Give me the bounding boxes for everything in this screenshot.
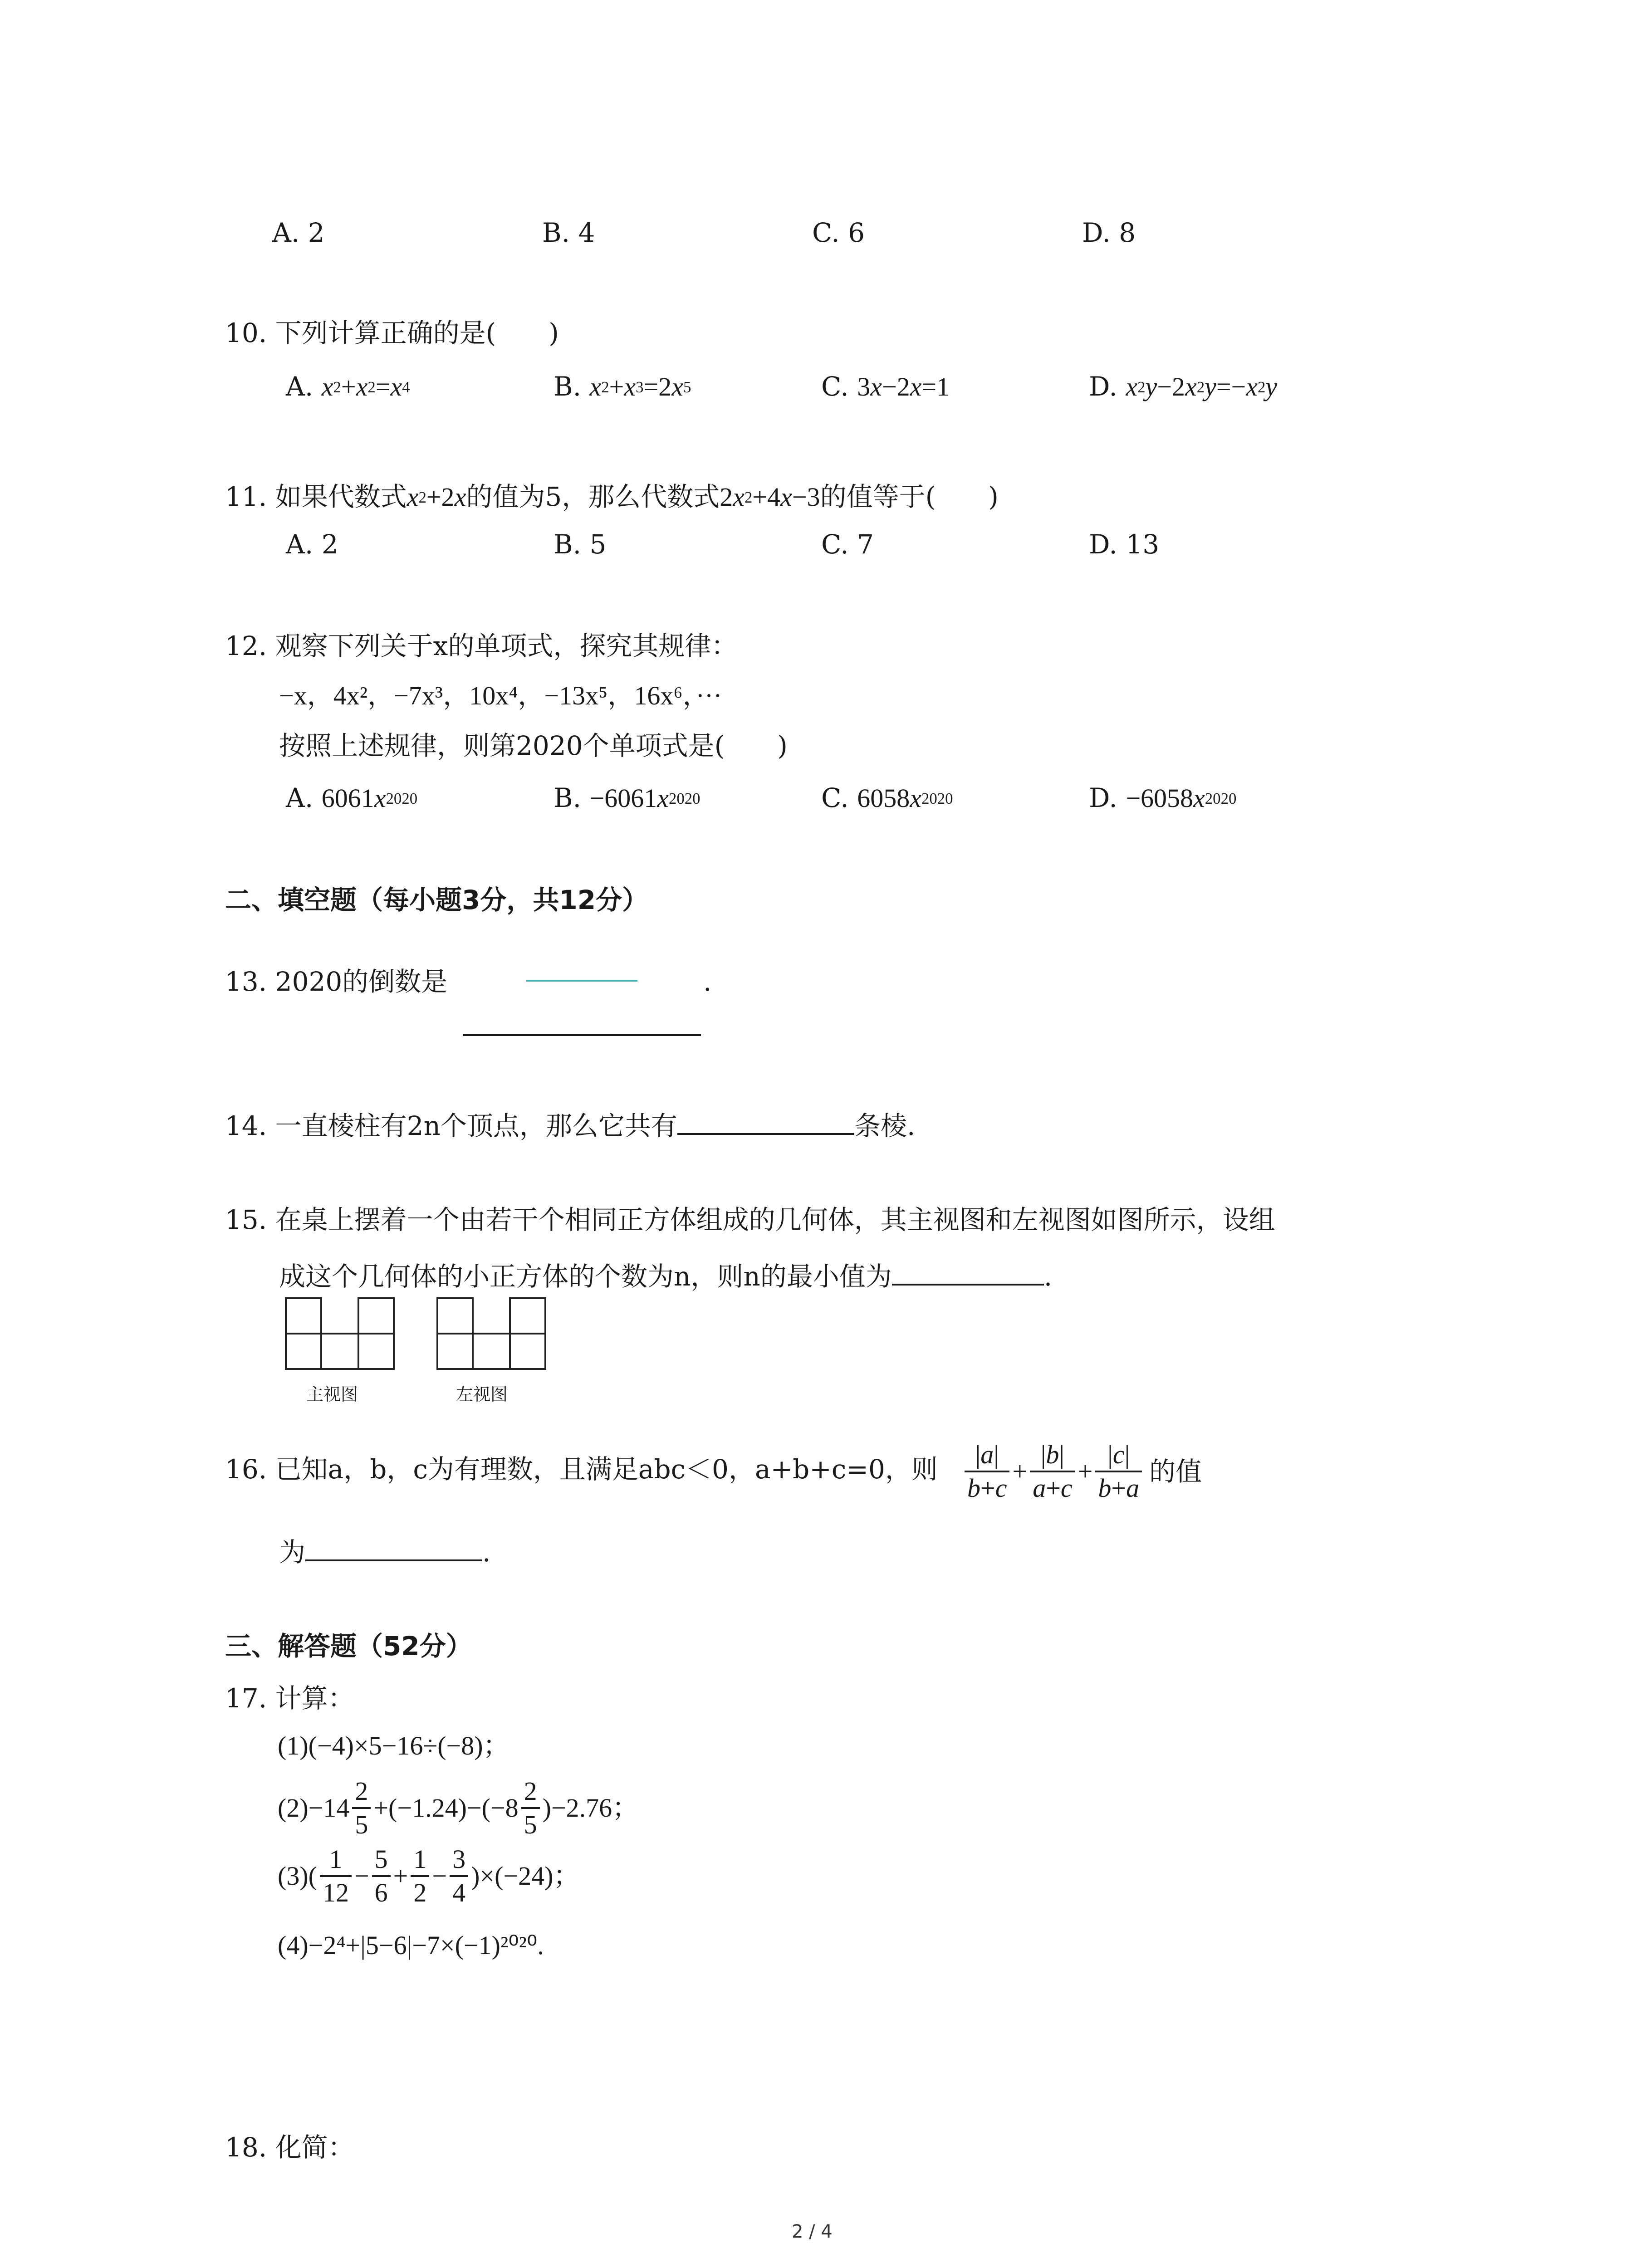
fraction-c: $\frac{|c|}{b+a}$ [1095, 1442, 1142, 1501]
front-view-cell [358, 1297, 395, 1334]
q12-option-b: B. $-6061x^{2020}$ [554, 782, 700, 813]
q9-option-d: D. 8 [1082, 217, 1136, 248]
section3-title: 三、解答题（52分） [225, 1631, 472, 1662]
q10-stem: 10. 下列计算正确的是( ) [225, 318, 559, 348]
q12-option-a: A. $6061x^{2020}$ [286, 782, 418, 813]
q17-stem: 17. 计算： [225, 1683, 354, 1714]
q11-option-a: A. 2 [286, 529, 338, 560]
q15-line2: 成这个几何体的小正方体的个数为n，则n的最小值为 . [279, 1257, 1052, 1290]
q10-option-d: D. $x^2y-2x^2y=-x^2y$ [1089, 371, 1278, 402]
q17-part1: (1)(−4)×5−16÷(−8)； [278, 1731, 509, 1760]
q9-option-b: B. 4 [542, 217, 595, 248]
q16-stem: 16. 已知a，b，c为有理数，且满足abc＜0，a+b+c=0，则 [225, 1454, 938, 1485]
q12-stem: 12. 观察下列关于x的单项式，探究其规律： [225, 631, 738, 661]
section2-title: 二、填空题（每小题3分，共12分） [225, 885, 649, 915]
q14-stem: 14. 一直棱柱有2n个顶点，那么它共有 条棱. [225, 1107, 915, 1139]
q10-option-a: A. $x^2+x^2=x^4$ [286, 371, 410, 402]
left-view-cell [436, 1333, 474, 1370]
q14-answer-blank[interactable] [677, 1107, 854, 1135]
q12-ask: 按照上述规律，则第2020个单项式是( ) [279, 730, 788, 761]
left-view-cell [509, 1297, 546, 1334]
q15-answer-blank[interactable] [892, 1257, 1044, 1286]
q12-option-d: D. $-6058x^{2020}$ [1089, 782, 1237, 813]
q16-expression: $\frac{|a|}{b+c}$ + $\frac{|b|}{a+c}$ + $\frac{|c|}{b+a}$ 的值 [962, 1442, 1202, 1501]
q10-option-b: B. $x^2+x^3=2x^5$ [554, 371, 691, 402]
q11-stem: 11. 如果代数式$x^2+2x$的值为5，那么代数式$2x^2+4x-3$的值等于( ) [225, 481, 999, 512]
front-view-cell [320, 1333, 359, 1370]
q17-part2: (2)−14 $\frac{2}{5}$ +(−1.24)−(−8 $\frac{2}{5}$ )−2.76； [278, 1776, 639, 1839]
front-view-cell [285, 1333, 322, 1370]
q9-option-c: C. 6 [812, 217, 865, 248]
q13-period: . [703, 966, 712, 997]
left-view-cell [472, 1333, 511, 1370]
q11-option-b: B. 5 [554, 529, 607, 560]
q12-option-c: C. $6058x^{2020}$ [821, 782, 953, 813]
q10-option-c: C. 3x−2x=1 [821, 371, 950, 402]
q9-option-a: A. 2 [272, 217, 325, 248]
q13-answer-mark [526, 980, 637, 982]
q18-stem: 18. 化简： [225, 2132, 354, 2163]
q11-option-c: C. 7 [821, 529, 874, 560]
fraction-a: $\frac{|a|}{b+c}$ [965, 1442, 1009, 1501]
front-view-cell [358, 1333, 395, 1370]
fraction-b: $\frac{|b|}{a+c}$ [1030, 1442, 1075, 1501]
q13-answer-blank[interactable] [463, 1034, 701, 1036]
left-view-caption: 左视图 [456, 1384, 508, 1404]
left-view-cell [509, 1333, 546, 1370]
q13-stem: 13. 2020的倒数是 [225, 966, 448, 997]
front-view-caption: 主视图 [306, 1384, 358, 1404]
q17-part3: (3)( $\frac{1}{12}$ − $\frac{5}{6}$ + $\frac{1}{2}$ − $\frac{3}{4}$ )×(−24)； [278, 1844, 580, 1907]
q11-option-d: D. 13 [1089, 529, 1160, 560]
q16-line2: 为 . [279, 1533, 490, 1565]
page-number: 2 / 4 [792, 2221, 833, 2242]
q17-part4: (4)−2⁴+|5−6|−7×(−1)²⁰²⁰. [278, 1931, 544, 1960]
left-view-cell [436, 1297, 474, 1334]
q12-sequence: −x，4x²，−7x³，10x⁴，−13x⁵，16x⁶，··· [279, 681, 722, 710]
q16-answer-blank[interactable] [305, 1533, 482, 1561]
front-view-cell [285, 1297, 322, 1334]
q15-line1: 15. 在桌上摆着一个由若干个相同正方体组成的几何体，其主视图和左视图如图所示，设组 [225, 1204, 1275, 1235]
